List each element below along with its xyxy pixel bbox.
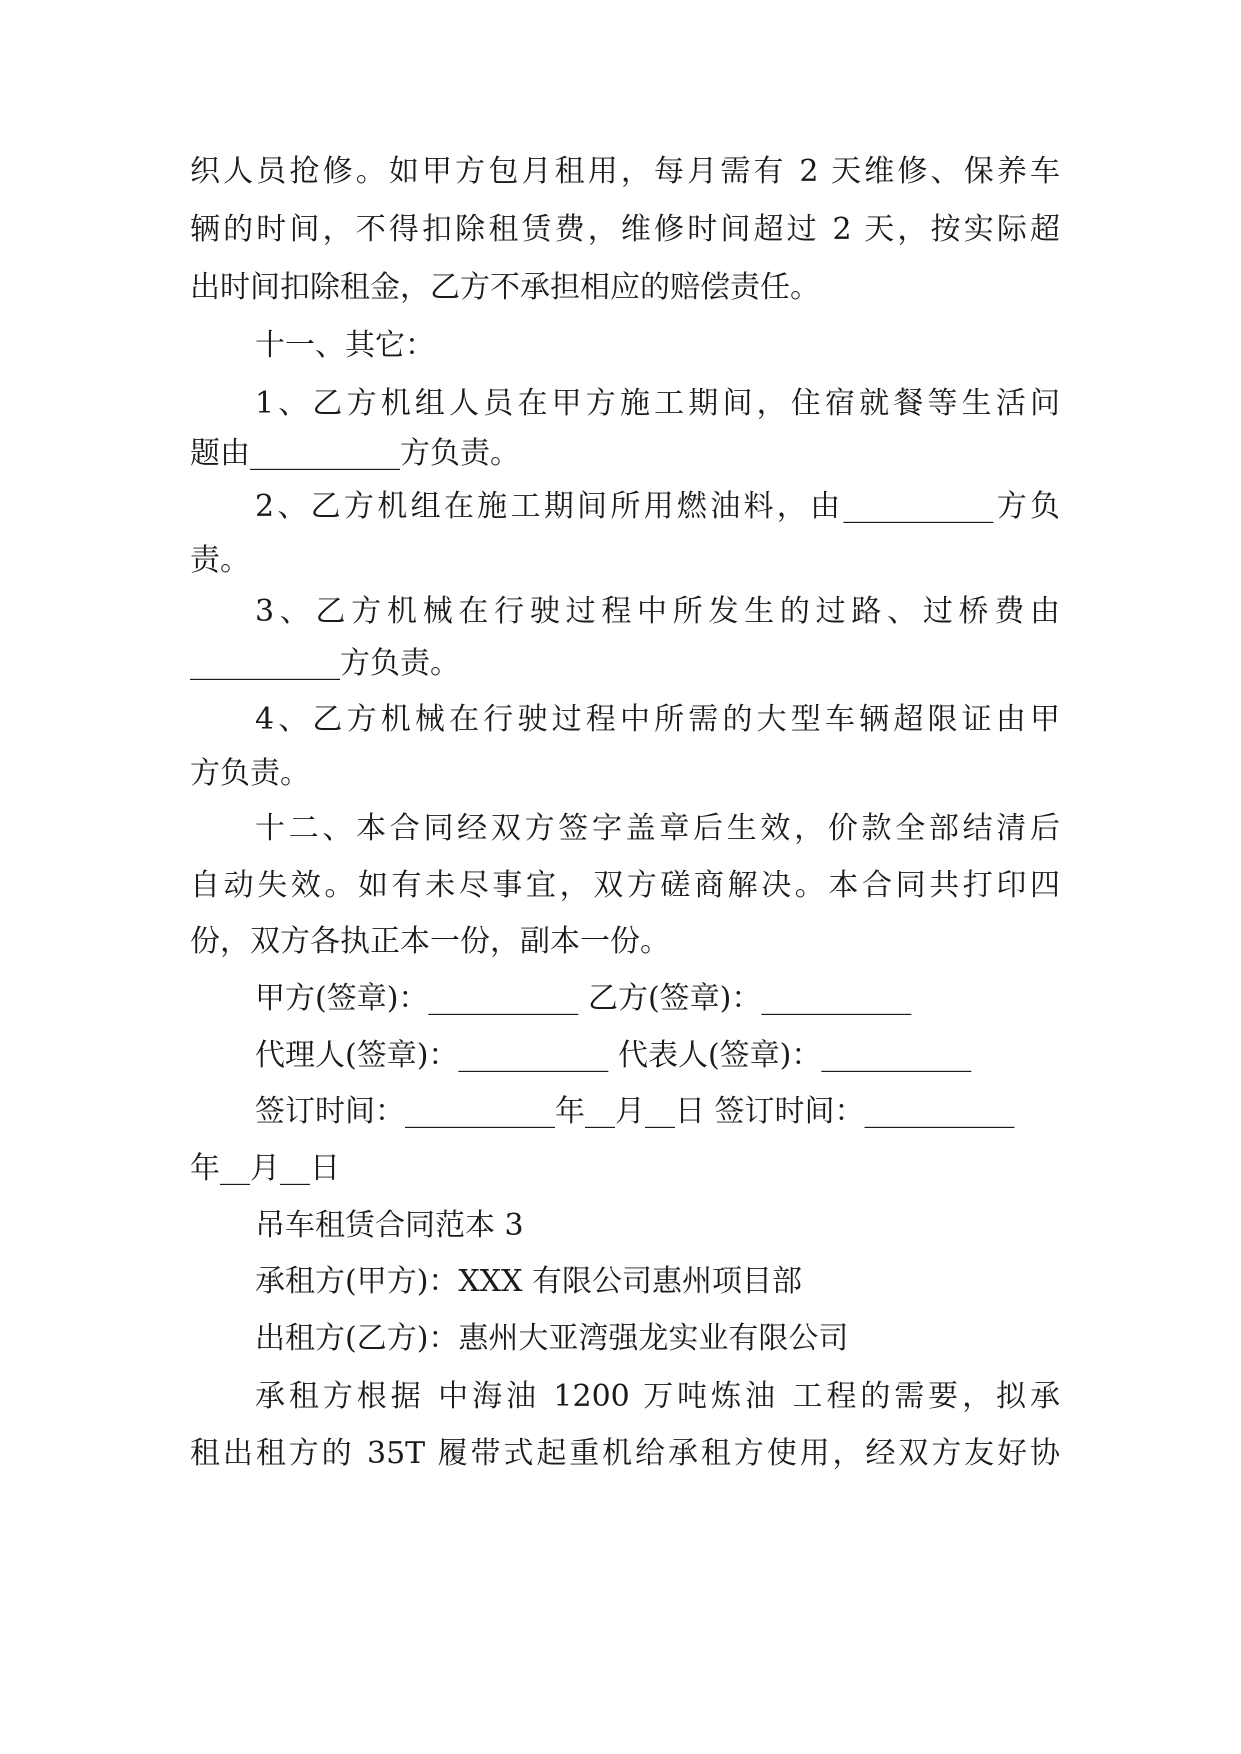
party-line: 出租方(乙方)：惠州大亚湾强龙实业有限公司 (255, 1321, 849, 1356)
paragraph-line: 3、乙方机械在行驶过程中所发生的过路、过桥费由 (255, 594, 1060, 629)
paragraph-line: 自动失效。如有未尽事宜，双方磋商解决。本合同共打印四 (190, 868, 1060, 903)
paragraph-line: 1、乙方机组人员在甲方施工期间，住宿就餐等生活问 (255, 386, 1060, 421)
paragraph-line: 2、乙方机组在施工期间所用燃油料，由__________方负 (255, 489, 1060, 524)
section-title: 吊车租赁合同范本 3 (255, 1208, 524, 1243)
signature-line: 代理人(签章)：__________ 代表人(签章)：__________ (255, 1038, 972, 1073)
paragraph-line: 织人员抢修。如甲方包月租用，每月需有 2 天维修、保养车 (190, 154, 1060, 189)
paragraph-line: 承租方根据 中海油 1200 万吨炼油 工程的需要，拟承 (255, 1379, 1060, 1414)
paragraph-line: 份，双方各执正本一份，副本一份。 (190, 924, 670, 959)
paragraph-line: 责。 (190, 543, 250, 578)
paragraph-line: 租出租方的 35T 履带式起重机给承租方使用，经双方友好协 (190, 1436, 1060, 1471)
paragraph-line: __________方负责。 (190, 646, 460, 681)
section-heading: 十一、其它： (255, 328, 435, 363)
paragraph-line: 辆的时间，不得扣除租赁费，维修时间超过 2 天，按实际超 (190, 212, 1060, 247)
paragraph-line: 方负责。 (190, 756, 310, 791)
paragraph-line: 十二、本合同经双方签字盖章后生效，价款全部结清后 (255, 811, 1060, 846)
paragraph-line: 题由__________方负责。 (190, 436, 520, 471)
date-line: 年__月__日 (190, 1151, 340, 1186)
signature-line: 甲方(签章)：__________ 乙方(签章)：__________ (255, 981, 912, 1016)
paragraph-line: 出时间扣除租金，乙方不承担相应的赔偿责任。 (190, 270, 820, 305)
party-line: 承租方(甲方)：XXX 有限公司惠州项目部 (255, 1264, 803, 1299)
date-line: 签订时间：__________年__月__日 签订时间：__________ (255, 1094, 1015, 1129)
paragraph-line: 4、乙方机械在行驶过程中所需的大型车辆超限证由甲 (255, 702, 1060, 737)
